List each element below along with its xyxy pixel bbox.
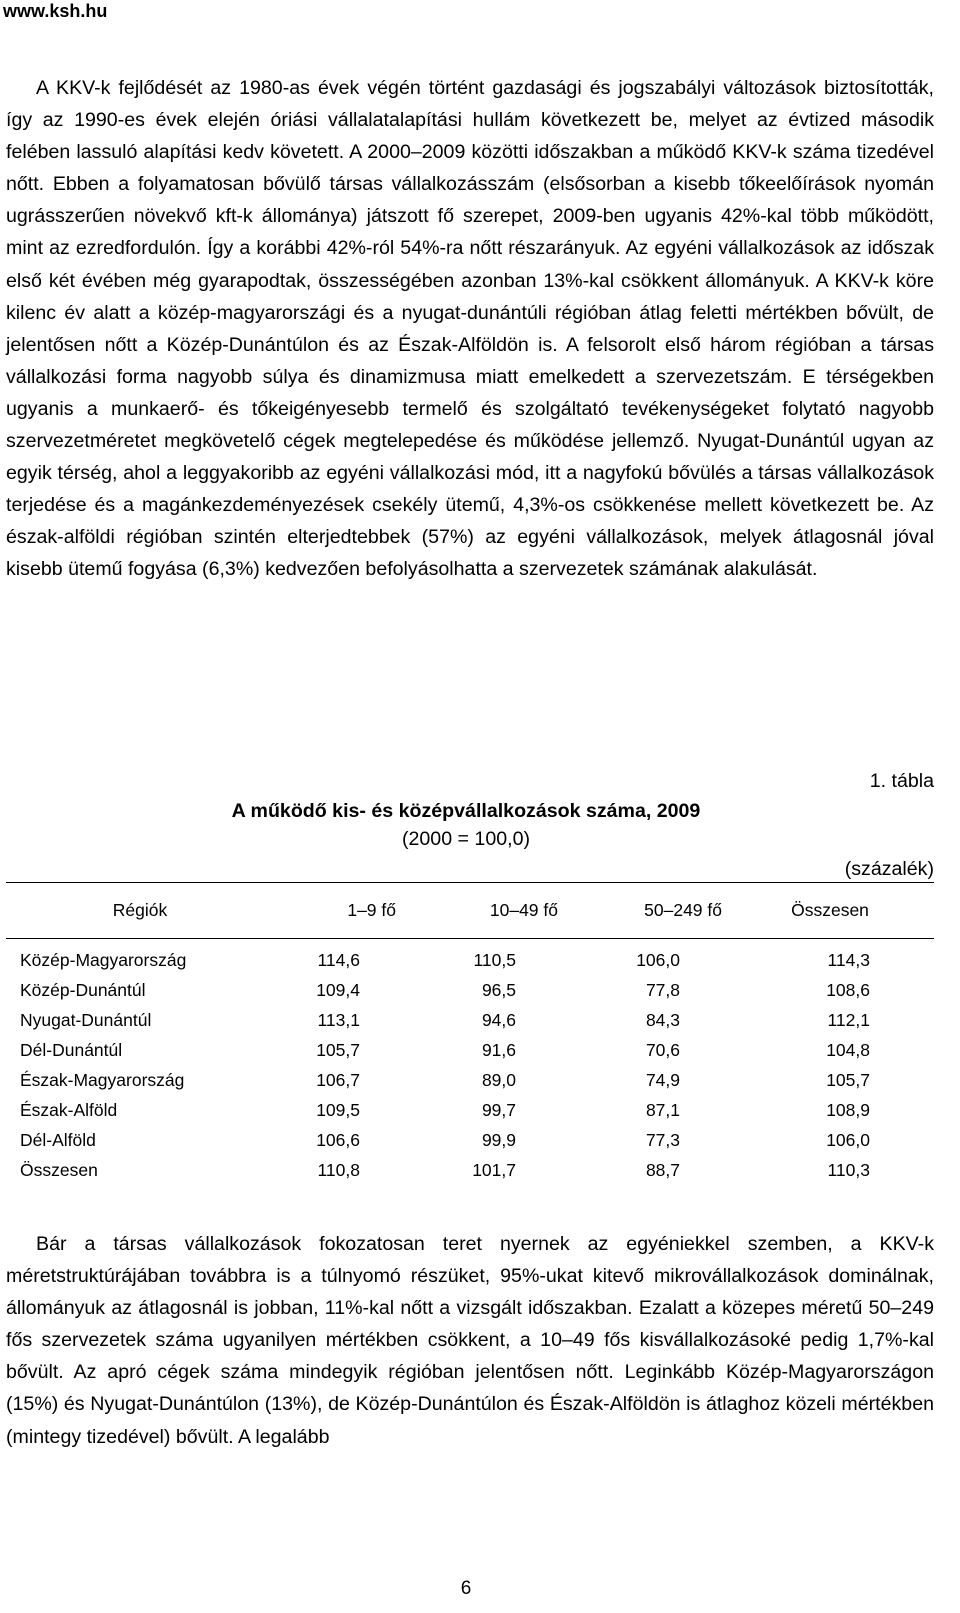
table-header-row — [6, 883, 934, 939]
value-cell: 106,0 — [636, 949, 680, 970]
value-cell: 106,7 — [316, 1069, 360, 1090]
value-cell: 87,1 — [645, 1099, 680, 1120]
value-cell: 110,8 — [317, 1159, 360, 1180]
value-cell: 113,1 — [317, 1009, 360, 1030]
value-cell: 99,7 — [481, 1099, 516, 1120]
value-cell: 104,8 — [826, 1039, 870, 1060]
site-url[interactable]: www.ksh.hu — [3, 1, 108, 21]
table-subtitle: (2000 = 100,0) — [401, 828, 530, 850]
value-cell: 99,9 — [481, 1129, 516, 1150]
value-cell: 96,5 — [481, 979, 516, 1000]
region-cell: Dél-Alföld — [20, 1129, 96, 1150]
value-cell: 70,6 — [645, 1039, 680, 1060]
value-cell: 88,7 — [645, 1159, 680, 1180]
column-header-10-49: 10–49 fő — [400, 883, 562, 939]
value-cell: 105,7 — [826, 1069, 870, 1090]
value-cell: 108,9 — [826, 1099, 870, 1120]
table-wrapper — [6, 882, 934, 1185]
value-cell: 94,6 — [481, 1009, 516, 1030]
value-cell: 106,0 — [826, 1129, 870, 1150]
value-cell: 112,1 — [827, 1009, 870, 1030]
table-row — [6, 1095, 934, 1125]
table-row — [6, 1125, 934, 1155]
value-cell: 84,3 — [645, 1009, 680, 1030]
table-label: 1. tábla — [869, 770, 934, 792]
value-cell: 114,6 — [317, 949, 360, 970]
page-number: 6 — [460, 1578, 472, 1599]
value-cell: 110,5 — [473, 949, 516, 970]
region-cell: Dél-Dunántúl — [20, 1039, 123, 1060]
region-cell: Észak-Alföld — [20, 1099, 118, 1120]
table-row — [6, 1035, 934, 1065]
value-cell: 109,4 — [316, 979, 360, 1000]
table-title: A működő kis- és középvállalkozások száma, 2009 — [231, 800, 701, 822]
value-cell: 89,0 — [481, 1069, 516, 1090]
value-cell: 109,5 — [316, 1099, 360, 1120]
body-paragraph-1: A KKV-k fejlődését az 1980-as évek végén történt gazdasági és jogszabályi változások biztosították, így az 1990-es évek elején óriási vállalatalapítási hullám következett be, melyet az évtized második felében lassuló alapítási kedv követett. A 2000–2009 közötti időszakban a működő KKV-k száma tizedével nőtt. Ebben a folyamatosan bővülő társas vállalkozásszám (elsősorban a kisebb tőkeelőírások nyomán ugrásszerűen növekvő kft-k állománya) játszott fő szerepet, 2009-ben ugyanis 42%-kal több működött, mint az ezredfordulón. Így a korábbi 42%-ról 54%-ra nőtt részarányuk. Az egyéni vállalkozások az időszak első két évében még gyarapodtak, összességében azonban 13%-kal csökkent állományuk. A KKV-k köre kilenc év alatt a közép-magyarországi és a nyugat-dunántúli régióban átlag feletti mértékben bővült, de jelentősen nőtt a Közép-Dunántúlon és az Észak-Alföldön is. A felsorolt első három régióban a társas vállalkozási forma nagyobb súlya és dinamizmusa miatt emelkedett a szervezetszám. E térségekben ugyanis a munkaerő- és tőkeigényesebb termelő és szolgáltató tevékenységeket folytató nagyobb szervezetméretet megkövetelő cégek megtelepedése és működése jellemző. Nyugat-Dunántúl ugyan az egyik térség, ahol a leggyakoribb az egyéni vállalkozási mód, itt a nagyfokú bővülés a társas vállalkozások terjedése és a magánkezdeményezések csekély ütemű, 4,3%-os csökkenése mellett következett be. Az észak-alföldi régióban szintén elterjedtebbek (57%) az egyéni vállalkozások, melyek átlagosnál jóval kisebb ütemű fogyása (6,3%) kedvezően befolyásolhatta a szervezetek számának alakulását. — [6, 77, 934, 581]
table-row — [6, 1155, 934, 1185]
value-cell: 110,3 — [827, 1159, 870, 1180]
value-cell: 77,3 — [645, 1129, 680, 1150]
value-cell: 105,7 — [316, 1039, 360, 1060]
value-cell: 106,6 — [316, 1129, 360, 1150]
column-header-1-9: 1–9 fő — [274, 883, 400, 939]
value-cell: 77,8 — [645, 979, 680, 1000]
value-cell: 114,3 — [827, 949, 870, 970]
table-row — [6, 975, 934, 1005]
region-cell: Közép-Dunántúl — [20, 979, 146, 1000]
table-unit: (százalék) — [844, 858, 934, 880]
table-row — [6, 945, 934, 975]
region-cell: Közép-Magyarország — [20, 949, 187, 970]
table-row — [6, 1065, 934, 1095]
value-cell: 108,6 — [826, 979, 870, 1000]
value-cell: 101,7 — [472, 1159, 516, 1180]
column-header-50-249: 50–249 fő — [562, 883, 726, 939]
region-cell: Nyugat-Dunántúl — [20, 1009, 152, 1030]
column-header-total: Összesen — [726, 883, 934, 939]
value-cell: 91,6 — [481, 1039, 516, 1060]
region-cell: Észak-Magyarország — [20, 1069, 185, 1090]
body-paragraph-2: Bár a társas vállalkozások fokozatosan teret nyernek az egyéniekkel szemben, a KKV-k méretstruktúrájában továbbra is a túlnyomó részüket, 95%-ukat kitevő mikrovállalkozások dominálnak, állományuk az átlagosnál is jobban, 11%-kal nőtt a vizsgált időszakban. Ezalatt a közepes méretű 50–249 fős szervezetek száma ugyanilyen mértékben csökkent, a 10–49 fős kisvállalkozásoké pedig 1,7%-kal bővült. Az apró cégek száma mindegyik régióban jelentősen nőtt. Leginkább Közép-Magyarországon (15%) és Nyugat-Dunántúlon (13%), de Közép-Dunántúlon és Észak-Alföldön is átlaghoz közeli mértékben (mintegy tizedével) bővült. A legalább — [6, 1233, 934, 1448]
table-row — [6, 1005, 934, 1035]
column-header-region: Régiók — [6, 883, 274, 939]
region-cell: Összesen — [20, 1159, 98, 1180]
data-table — [6, 882, 934, 1185]
value-cell: 74,9 — [645, 1069, 680, 1090]
